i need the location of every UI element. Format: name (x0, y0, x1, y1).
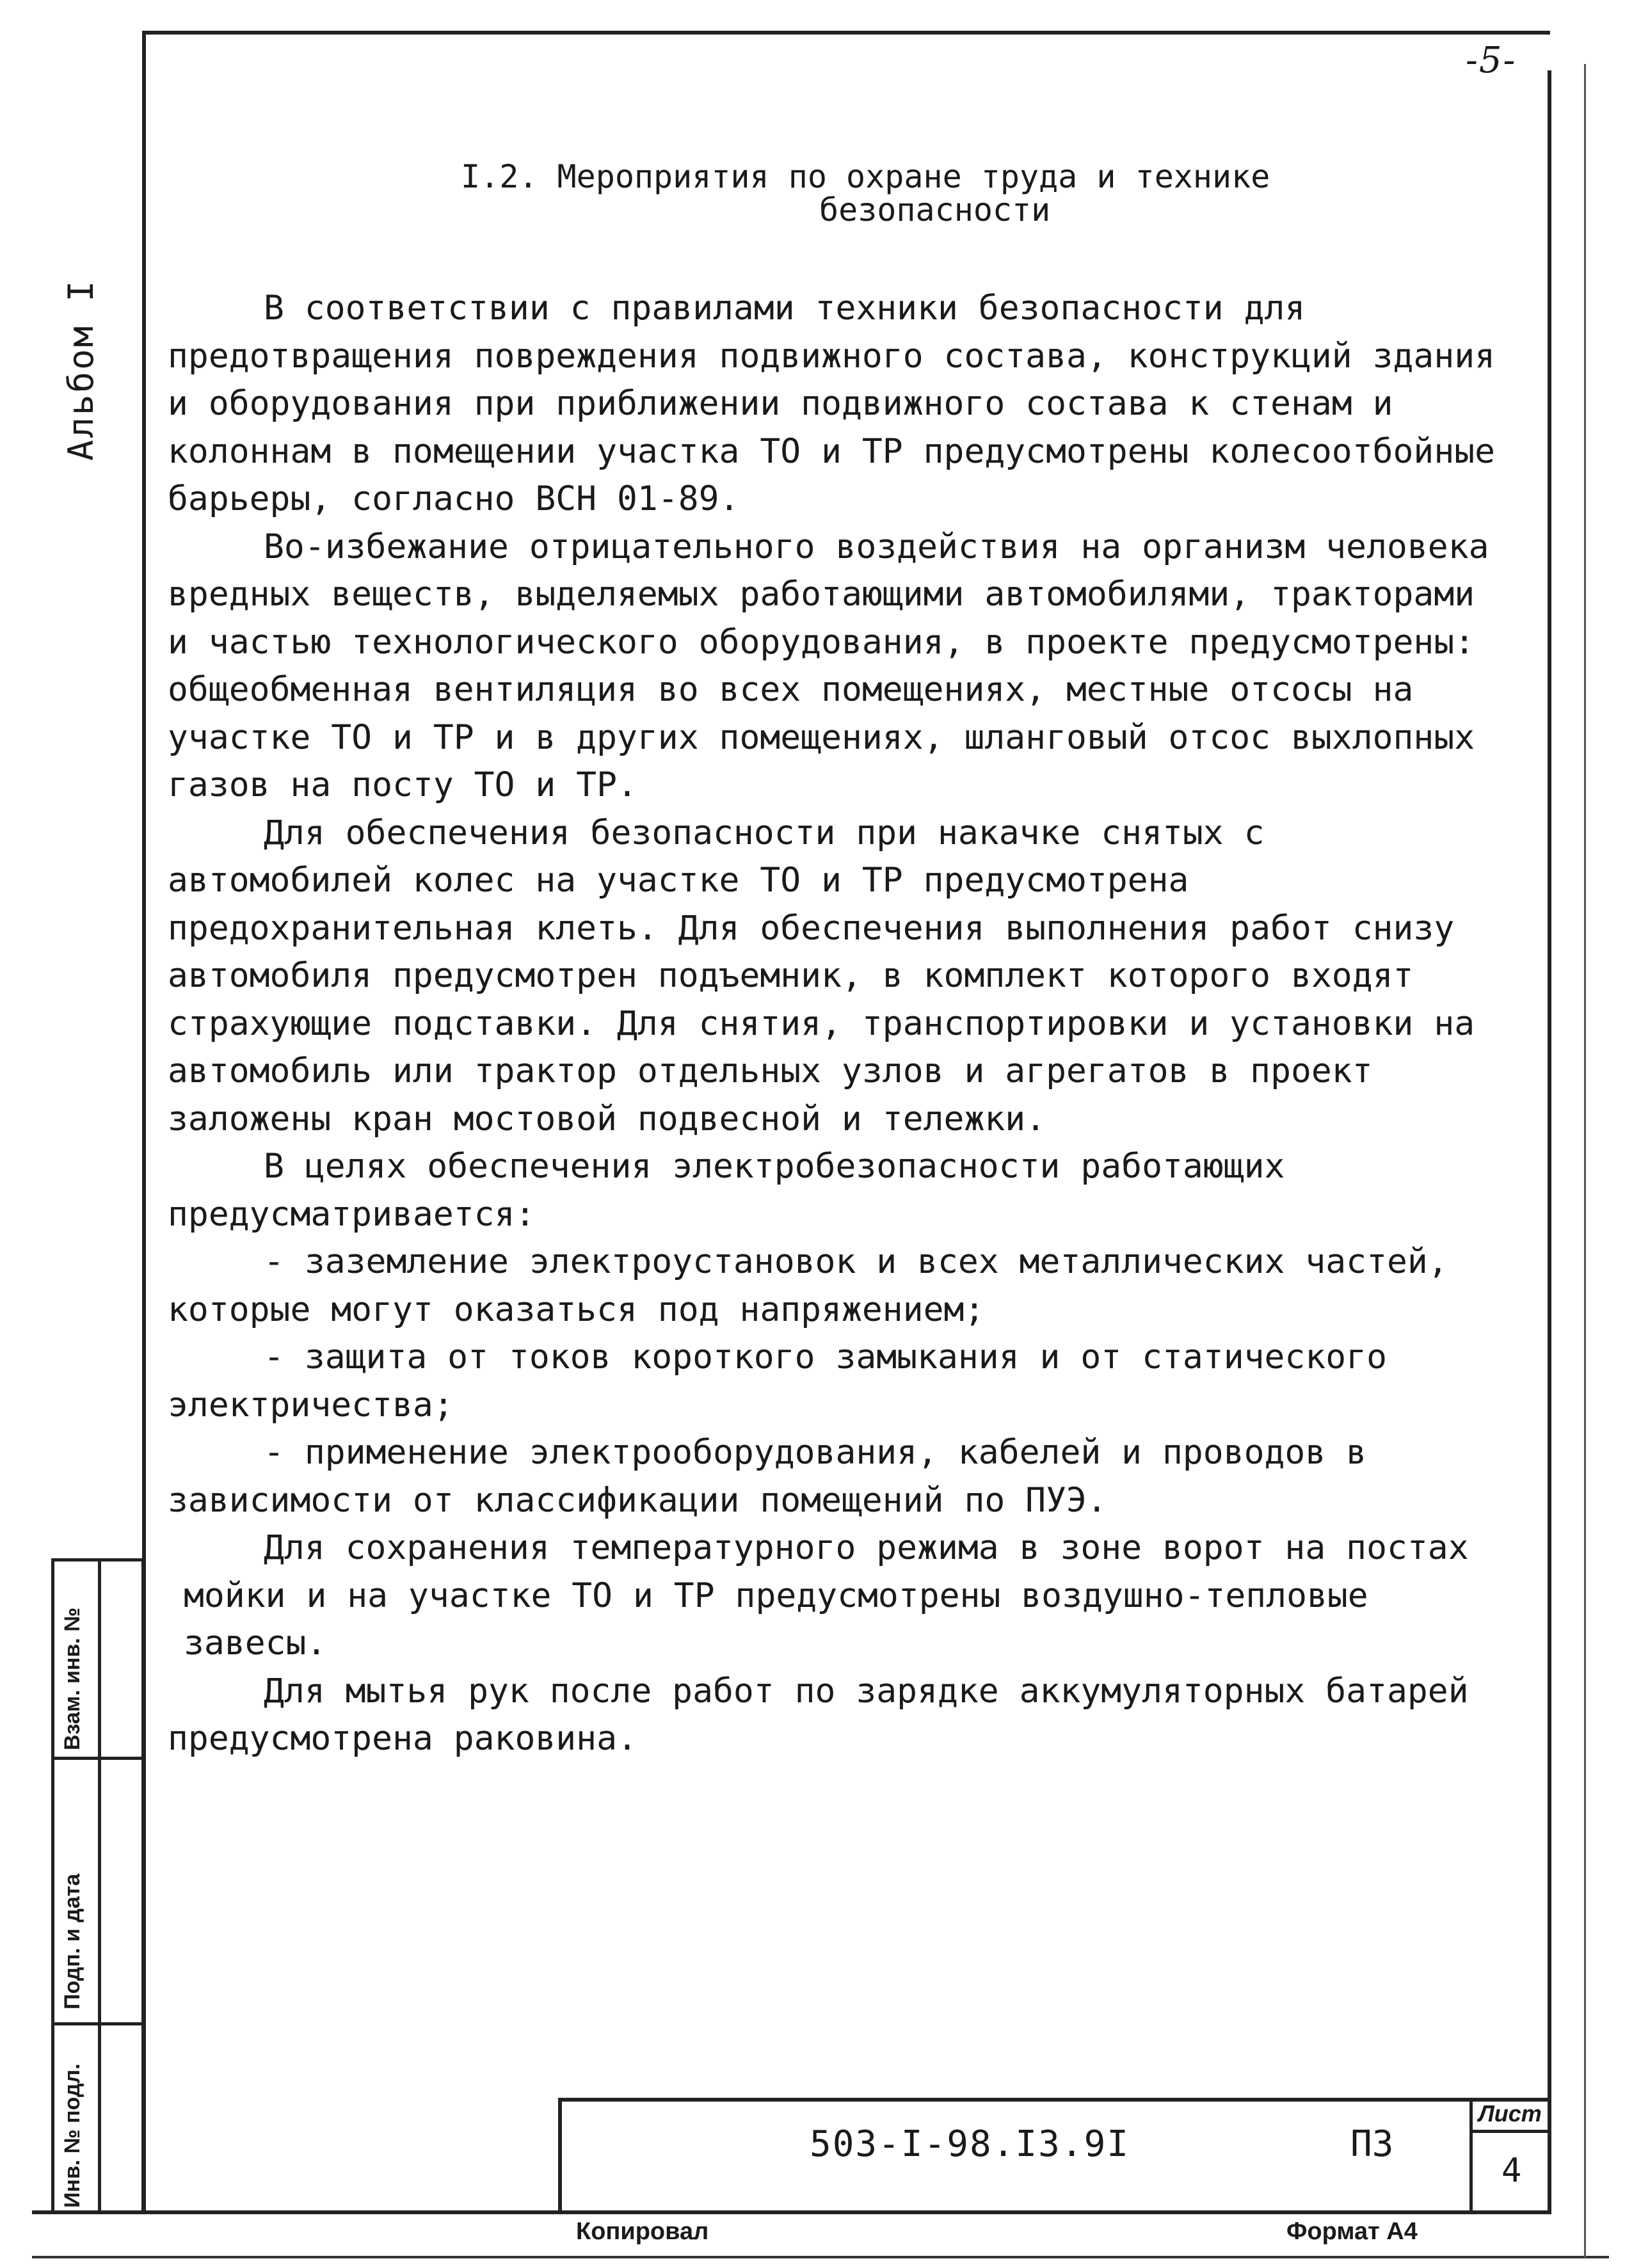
outer-right-line (1584, 64, 1586, 2258)
paragraph: Для обеспечения безопасности при накачке снятых с автомобилей колес на участке ТО и ТР предусмотрена предохранительная клеть. Для обеспечения выполнения работ снизу автомобиля предусмотрен подъемник, в комплект которого входят страхующие подставки. Для снятия, транспортировки и установки на автомобиль или трактор отдельных узлов и агрегатов в проект заложены кран мостовой подвесной и тележки. (168, 813, 1475, 1138)
list-item: - применение электрооборудования, кабелей и проводов в зависимости от классификации помещений по ПУЭ. (168, 1433, 1367, 1520)
paragraph: Во-избежание отрицательного воздействия на организм человека вредных веществ, выделяемых работающими автомобилями, тракторами и частью технологического оборудования, в проекте предусмотрены: общеобменная вентиляция во всех помещениях, местные отсосы на участке ТО и ТР и в других помещениях, шланговый отсос выхлопных газов на посту ТО и ТР. (168, 527, 1489, 804)
stamp-podp-data-label: Подп. и дата (60, 1873, 84, 2009)
frame-right-line (1548, 70, 1551, 2214)
section-title-line1: I.2. Мероприятия по охране труда и технике (461, 158, 1270, 195)
document-code: 503-I-98.I3.9I (810, 2123, 1130, 2165)
section-heading (461, 160, 1357, 227)
paragraph: Для мытья рук после работ по зарядке аккумуляторных батарей предусмотрена раковина. (168, 1671, 1469, 1758)
stamp-divider (98, 1558, 101, 2214)
stamp-divider (51, 1757, 145, 1760)
album-label: Альбом I (61, 278, 101, 461)
sheet-divider (1469, 2130, 1550, 2133)
paragraph: В соответствии с правилами техники безопасности для предотвращения повреждения подвижного состава, конструкций здания и оборудования при приближении подвижного состава к стенам и колоннам в помещении участка ТО и ТР предусмотрены колесоотбойные барьеры, согласно ВСН 01-89. (168, 289, 1496, 518)
frame-top-line (145, 31, 1550, 35)
sheet-label: Лист (1478, 2100, 1542, 2127)
section-title-line2: безопасности (819, 191, 1051, 228)
format-label: Формат А4 (1286, 2218, 1418, 2245)
outer-bottom-line (32, 2256, 1609, 2258)
stamp-vzam-inv-label: Взам. инв. № (60, 1607, 84, 1750)
list-item: - заземление электроустановок и всех металлических частей, которые могут оказаться под напряжением; (168, 1242, 1448, 1329)
document-type: ПЗ (1350, 2123, 1394, 2165)
paragraph: Для сохранения температурного режима в зоне ворот на постах мойки и на участке ТО и ТР предусмотрены воздушно-тепловые завесы. (184, 1528, 1469, 1663)
stamp-inv-podl-label: Инв. № подл. (60, 2063, 84, 2208)
copied-label: Копировал (576, 2218, 709, 2245)
stamp-divider (51, 2022, 145, 2025)
sheet-number: 4 (1501, 2152, 1522, 2190)
list-item: - защита от токов короткого замыкания и от статического электричества; (168, 1338, 1387, 1425)
document-body (168, 285, 1505, 1763)
paragraph: В целях обеспечения электробезопасности работающих предусматривается: (168, 1147, 1285, 1234)
page-number: -5- (1466, 40, 1517, 81)
